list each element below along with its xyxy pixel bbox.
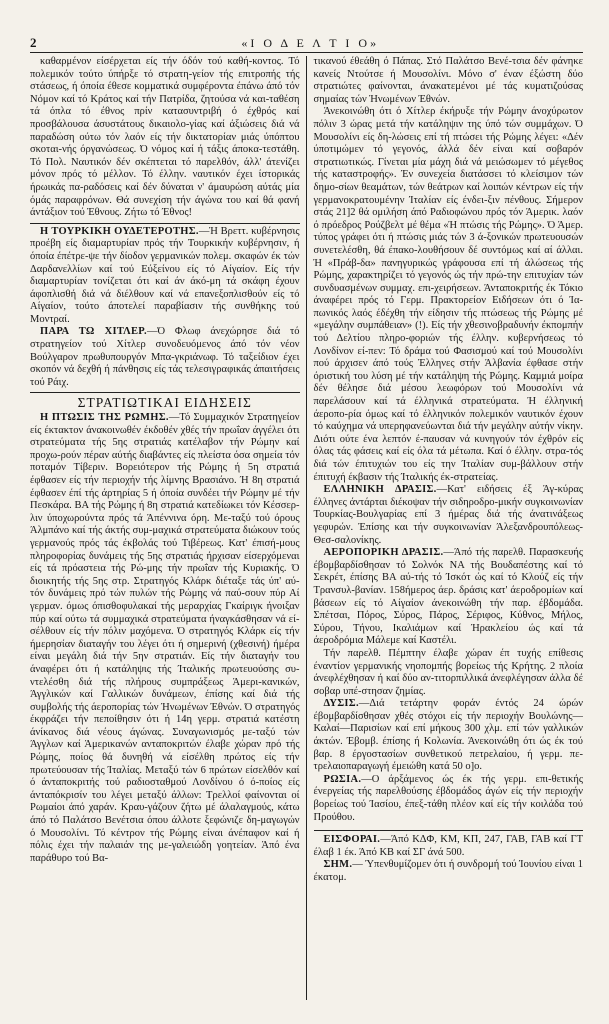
header-rule: [30, 52, 583, 53]
running-header: [30, 36, 583, 50]
article-columns: [30, 56, 583, 1000]
subheading: ΕΛΛΗΝΙΚΗ ΔΡΑΣΙΣ.: [323, 484, 437, 496]
paragraph-text: — Ύπενθυμίζομεν ότι ή συνδρομή τού Ίουνίου είναι 1 έκατομ.: [313, 859, 583, 883]
paragraph-turkish-neutrality: [30, 226, 300, 327]
page-number: 2: [30, 35, 38, 50]
notice-reminder: [314, 859, 584, 884]
paragraph-convoy: Τήν παρελθ. Πέμπτην έλαβε χώραν έπ τυχής επίθεσις έναντίον γερμανικής νηοπομπής βορείως τής Κρήτης. 2 πλοία άνεφλέχθησαν ή καί δύο αν-τιτορπιλλικά άνεφλέγησαν άλλα δέ σοβαρ υπέ-στησαν ζημίας.: [313, 647, 583, 697]
paragraph-continuation: τικανού έθεάθη ό Πάπας. Στό Παλάτσο Βενέ-τσια δέν φάνηκε κανείς Ντούτσε ή Μουσολίνι. Μόνο σ' έναν έξώστη δύο στρατιώτες φαίνονται, άνακατεμένοι μέ τάς κυματιζούσας σημαίας τών Ήνωμένων Έθνών.: [313, 56, 583, 105]
subheading: ΔΥΣΙΣ.: [323, 698, 359, 710]
subheading: ΕΙΣΦΟΡΑΙ.: [323, 834, 381, 846]
paragraph-navy: καθαρμένον είσέρχεται είς τήν όδόν τού καθή-κοντος. Τό πολεμικόν τούτο ύπήρξε τό στρατη-γείον τής επιτροπής τής στάσεως, ή όποία έθεσε κομματικά συμφέροντα έπάνω άπό τόν Νόμον καί τό Κράτος καί τήν Πατρίδα, ζητούσα νά και-ταθέση τά όπλα τό έθνος πρίν κατασυντριβή ό έχθρός καί προσβάλουσα άσυστάτους δικαιολο-γίας καί άξιώσεις διά νά παραδώση ούτω τόν λαόν είς τήν δικτατορίαν μιάς ύπόπτου σκοται-νής όργανώσεως. Ό νόμος καί ή τάξις άποκα-τεστάθη. Τό Πολ. Ναυτικόν δέν σκέπτεται τό παρελθόν, άλλ' άτενίζει μόνον πρός τό μέλλον. Τό έλλην. ναυτικόν έχει ίστορικάς ήρωικάς πα-ραδόσεις καί δέν δύναται ν' άμαυρώση αύτάς μία όμάς παραφρόνων. Θά συνεχίση τήν άγώνα του καί θά φανή άντάξιον τού Έθνους. Ζήτω τό Έθνος!: [30, 56, 300, 219]
paragraph-text: —Κατ' ειδήσεις έξ Άγ-κύρας έλληνες άντάρται διέκοψαν τήν σιδηροδρο-μικήν συγκοινωνίαν Τουρκίας-Βουλγαρίας επί 3 ήμέρας διά τής άνατινάξεως γεφυρών. Έπίσης και τήν συγκοινωνίαν Άλεξανδρουπόλεως-Θεσ-σαλονίκης.: [313, 484, 583, 546]
paragraph-text: —Ό Φλωφ άνεχώρησε διά τό στρατηγείον τού Χίτλερ συνοδευόμενος άπό τόν νέον Βούλγαρον πρωθυπουργόν Μπα-γκριάνωφ. Τό ταξείδιον έχει σκοπόν νά δεχθή ή πάνθησις είς τάς τελεσιγραφικάς άπαιτήσεις τού Ράιχ.: [30, 326, 300, 388]
paragraph-fall-of-rome: [30, 412, 300, 865]
paragraph-air-action: [314, 547, 584, 648]
paragraph-text: —Άπό τής παρελθ. Παρασκευής έβομβαρδίσθησαν τό Σολνόκ ΝΑ τής Βουδαπέστης καί τό Σεκρέτ, έπίσης ΒΑ αύ-τής τό Ίσκότ ώς καί τό Κλούζ είς τήν Τρανσυλ-βανίαν. 158ήμερος άερ. δράσις κατ' άεροδρομίων καί βάσεων είς τό Αίγαίον άνεκοινώθη τήν παρ. έβδομάδα. Σπέτσαι, Πόρος, Σύρος, Πάρος, Σέριφος, Κύθνος, Μήλος, Σύρου, Τήνου, Ικαλιάμων καί Ήρακλείου ώς καί τά άεροδρόμια Μάλεμε καί Καστέλι.: [313, 547, 583, 647]
paragraph-text: —Ή Βρεττ. κυβέρνησις προέβη είς διαμαρτυρίαν πρός τήν Τουρκικήν κυβέρνησιν, ή όποία έπέτρε-ψε τήν δίοδον γερμανικών πολεμ. σκαφών έκ τών Δαρδανελλίων καί τού Εύξείνου είς τό Αίγαίον. Είς τήν διαμαρτυρίαν τονίζεται ότι καί άν άκό-μη τά σκάφη έχουν άφοπλισθή διά νά διέλθουν καί νά επανεξοπλισθούν είς τό Αίγαίον, τούτο άποτελεί παραβίασιν τής συνθήκης τού Μοντραί.: [30, 225, 300, 325]
paragraph-text: —Τό Συμμαχικόν Στρατηγείον είς έκτακτον άνακοινωθέν έκδοθέν χθές τήν πρωΐαν άγγέλει ότι στρατεύματα τής 5ης στρατιάς κατέλαβον τήν Ρώμην καί προχω-ρούν πέραν αύτής διαβάντες είς πλείστα όσα σημεία τόν ποταμόν Τίβεριν. Βορειότερον τής Ρώμης ή 5η στρατιά έφθασεν είς τήν περιοχήν τής λίμνης Βρασιάνο. Ή 8η στρατιά έφθασεν έπί τής άρτηρίας 5 ή όποία συνδέει τήν Ρώμην μέ τήν Πεσκάρα. ΒΑ τής Ρώμης ή 8η στρατιά κατεδίωκει τόν Κέσσερ-λιν ύποχωρούντα πρός τά Άπέννινα όρη. Με-ταξύ τού όρους Άλμπάνο καί τής άκτής συμ-μαχικά στρατεύματα διώκουν τούς γερμανούς πρός τάς έκβολάς τού Τιβέρεως. Κατ' έπισή-μους πληροφορίας δυνάμεις τής 5ης στρατιάς ήρχισαν είσερχόμεναι είς τά πρόαστεια τής Ρώ-μης τήν πρωΐαν τής Κυριακής. Ό διοικητής τής 5ης στρ. Στρατηγός Κλάρκ διέταξε τάς ύπ' αύ-τόν δυνάμεις πρό τών πυλών τής Ρώμης νά παύ-σουν πύρ Αί γερμαν. όμως όπισθοφυλακαί τής μεραρχίας Γκαίριγκ ήνοιξαν πύρ καί ούτω τά συμμαχικά στρατεύματα ήναγκάσθησαν νά εί-σέλθουν είς τήν πόλιν μαχόμενα. Ό στρατηγός Κλάρκ είς τήν ήμερησίαν διαταγήν του λέγει ότι ή σημερινή (χθεσινή) ήμέρα είναι μεγάλη διά τήν 5ην στρατιάν. Είς τήν διαταγήν του άναφέρει ότι ή κατάληψις τής Ίταλικής πρωτευούσης συ-ντελέσθη διά τής πλήρους συμπράξεως Άμερι-κανικών, Άγγλικών καί Γαλλικών δυνάμεων, έπίσης καί διά τής συμβολής τής άεροπορίας τών Ήνωμένων Έθνών. Ό στρατηγός έκφράζει τήν πεποίθησιν ότι ή 14η γερμ. στρατιά κατέστη άνίκανος διά νέους άγώνας. Συναγωνισμός με-ταξύ τών Άγγλων καί Άμερικανών ανταποκριτών έλαβε χώραν πρό τής Ρώμης, ποίος θά δυνηθή νά είσέλθη πρώτος είς τήν πρωτεύουσαν τής Ίταλίας. Μεταξύ τών 6 πρώτων είσελθόν καί ό άνταποκριτής τού ραδιοσταθμού Λονδίνου ό ό-ποίος είς άνταπόκρισίν του λέγει μεταξύ άλλων: Τρελλοί φαίνονται οί Ρωμαίοι άπό χαράν. Κραυ-γάζουν ζήτω μέ άλαλαγμούς, κάτω άπό τό Παλάτσο Βενέτσια όπου άλλοτε ξεφώνιζε δη-μαγωγών ό Μουσολίνι. Τό κέντρον τής Ρώμης είναι άνέπαφον καί ή πόλις έχει τήν παλαιάν της με-γαλειώδη γοητείαν. Άπό ένα παράθυρο τού Βα-: [30, 412, 300, 864]
divider: [30, 392, 300, 393]
paragraph-west: [314, 698, 584, 774]
paragraph-russia: [314, 774, 584, 824]
paragraph-text: —Άπό ΚΔΦ, ΚΜ, ΚΠ, 247, ΓΑΒ, ΓΑΒ καί ΓΤ έλαβ 1 έκ. Άπό ΚΒ καί ΣΓ άνά 500.: [313, 834, 583, 858]
section-title: ΣΤΡΑΤΙΩΤΙΚΑΙ ΕΙΔΗΣΕΙΣ: [77, 395, 252, 411]
divider: [30, 223, 300, 224]
notice-contributions: [314, 834, 584, 859]
right-column: [307, 56, 584, 1000]
subheading: Η ΠΤΩΣΙΣ ΤΗΣ ΡΩΜΗΣ.: [40, 412, 169, 424]
notice-box: [314, 830, 584, 884]
paragraph-reactions: Άνεκοινώθη ότι ό Χίτλερ έκήρυξε τήν Ρώμην άνοχύρωτον πόλιν 3 ώρας μετά τήν κατάληψιν της ύπό τών συμμάχων. Ό Μουσολίνι είς δη-λώσεις επί τή πτώσει τής Ρώμης λέγει: «Δέν ύποτιμώμεν τό γεγονός, άλλά δέν είναι καί σοβαρόν στρατιωτικώς. Γίνεται μία μάχη διά νά μειώσωμεν τό μέγεθος τής καταστροφής». Έν συνεχεία διατάσσει τό κλείσιμον τών δημο-σίων θεαμάτων, τών θεάτρων καί λοιπών κέντρων είς τήν γερμανοκρατουμένην Ίταλίαν είς ένδει-ξιν πένθους. Σήμερον στάς 21]2 θά ομιλήση άπό Ραδιοφώνου πρός τόν Άμερικ. λαόν ό πρόεδρος Ρούζβελτ μέ θέμα «Ή πτώσις τής Ρώμης». Ό Άμερ. τύπος γράφει ότι ή πτώσις μιάς τών 3 ά-ξονικών πρωτευουσών συνετελέσθη, θά έπακο-λουθήσουν δέ συντόμως καί αί άλλαι. Ή «Πράβ-δα» πανηγυρικώς γράφουσα επί τή άλώσεως τής Ρώμης, χαρακτηρίζει τό γεγονός ώς τήν πρώ-την επιτυχίαν τών συνδυασμένων συμμαχ. επι-χειρήσεων. Άνταποκριτής έκ Τόκιο άναφέρει πρός τό Γερμ. Πρακτορείον Ειδήσεων ότι ό Ία-πωνικός λαός έδέχθη τήν είδησιν τής πτώσεως τής Ρώμης μέ «μεγάλην συμπάθειαν» (!). Είς τήν χθεσινοβραδυνήν έκπομπήν τού Δελτίου πληρο-φοριών τής έλλην. κυβερνήσεως τό Λονδίνον εί-πεν: Τό δράμα τού Φασισμού καί τού Μουσολίνι πού άρχισεν άπό τούς Έλληνες στήν Άλβανία έφθασε στήν όριστική του λύση μέ τήν κατάληψη τής Ρώμης. Καμμιά μοίρα δέν θέλησε διά μέσου λεωφόρων τού Μουσολίνι νά παρελάσουν καί τά έλληνικά στρατεύματα. Ή έλληνική άεροπο-ρία όμως καί τό έλληνικόν πολεμικόν ναυτικόν έχουν τό καύχημα νά υπερηφανεύωνται διά τήν μεγάλην αύτήν νίκην. Διότι ούτε ένα λεπτόν έ-παυσαν νά κυνηγούν τόν έχθρόν είς όλας τάς φάσεις καί είς όλα τά μέτωπα. Καί ό έλλην. στρα-τός διά τών έπιτυχιών του είς την Ίταλίαν συμ-βάλλουν στήν έπιτυχή έκβασιν τής Ίταλικής έκ-στρατείας.: [313, 106, 583, 483]
left-column: [30, 56, 307, 1000]
subheading: ΡΩΣΙΑ.: [323, 773, 362, 785]
subheading: Η ΤΟΥΡΚΙΚΗ ΟΥΔΕΤΕΡΟΤΗΣ.: [40, 225, 199, 237]
subheading: ΑΕΡΟΠΟΡΙΚΗ ΔΡΑΣΙΣ.: [323, 547, 444, 559]
paragraph-text: —Διά τετάρτην φοράν έντός 24 ώρών έβομβαρδίσθησαν χθές στόχοι είς τήν περιοχήν Βουλώνης—Καλαί—Παρισίων καί επί μήκους 300 χλμ. επί τών γαλλικών άκτών. Έβομβ. έπίσης ή Κολωνία. Άνεκοινώθη ότι ώς έκ τού βαρ. 8 έργοστασίων συνθετικού πετρελαίου, ή γερμ. πε-τρελαιοπαραγωγή έμειώθη κατά 50 ο]ο.: [313, 698, 583, 773]
subheading: ΠΑΡΑ ΤΩ ΧΙΤΛΕΡ.: [40, 326, 147, 338]
newspaper-title: «Ι Ο Δ Ε Λ Τ Ι Ο»: [241, 35, 380, 50]
paragraph-text: —Ο άρξάμενος ώς έκ τής γερμ. επι-θετικής ένεργείας τής παρελθούσης έβδομάδος άγών είς τήν περιοχήν βορείως τού Ίασίου, έπεξ-τάθη πλέον καί είς τήν κοιλάδα τού Προύθου.: [313, 773, 583, 823]
paragraph-greek-action: [314, 484, 584, 547]
paragraph-hitler: [30, 326, 300, 389]
subheading: ΣΗΜ.: [323, 859, 353, 871]
